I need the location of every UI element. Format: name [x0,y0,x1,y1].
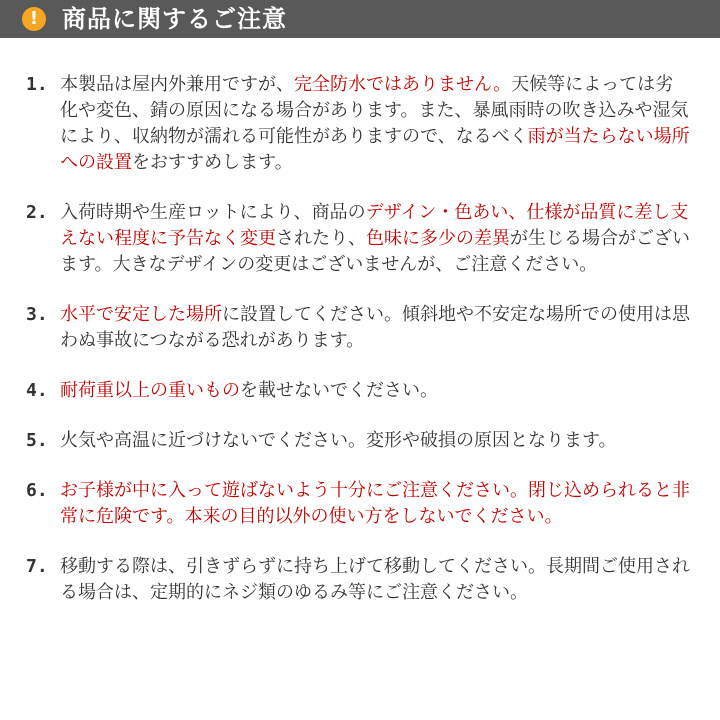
text-segment: 本製品は屋内外兼用ですが、 [60,74,294,95]
header-bar [0,0,720,38]
text-segment: が生じる場合がございます。大きなデザインの変更はございませんが、ご注意ください。 [60,228,690,275]
notice-item [0,302,720,354]
item-number: 7. [26,556,48,577]
highlight-segment: 色味に多少の差異 [366,228,510,249]
notice-item [0,378,720,404]
page-title: 商品に関するご注意 [62,5,287,33]
notice-item [0,72,720,176]
notice-item [0,478,720,530]
highlight-segment: 雨が当たらない場所への設置 [60,126,690,173]
highlight-segment: デザイン・色あい、仕様が品質に差し支えない程度に予告なく変更 [60,202,689,249]
text-segment: されたり、 [276,228,366,249]
notice-list [0,72,720,630]
text-segment: に設置してください。傾斜地や不安定な場所での使用は思わぬ事故につながる恐れがあります。 [60,304,690,351]
highlight-segment: 耐荷重以上の重いもの [60,380,240,401]
item-text [60,554,690,606]
notice-item [0,428,720,454]
highlight-segment: 水平で安定した場所 [60,304,222,325]
item-text [60,72,690,176]
item-number: 3. [26,304,48,325]
item-number: 2. [26,202,48,223]
text-segment: をおすすめします。 [132,152,293,173]
item-number: 5. [26,430,48,451]
item-text [60,378,690,404]
item-text [60,302,690,354]
highlight-segment: お子様が中に入って遊ばないよう十分にご注意ください。閉じ込められると非常に危険です。本来の目的以外の使い方をしないでください。 [60,480,690,527]
text-segment: を載せないでください。 [240,380,438,401]
notice-item [0,200,720,278]
exclamation-icon: ! [22,7,46,31]
item-number: 6. [26,480,48,501]
item-text [60,478,690,530]
text-segment: 移動する際は、引きずらずに持ち上げて移動してください。長期間ご使用される場合は、定期的にネジ類のゆるみ等にご注意ください。 [60,556,690,603]
item-text [60,428,690,454]
highlight-segment: 完全防水ではありません。 [294,74,512,95]
item-number: 1. [26,74,48,95]
text-segment: 火気や高温に近づけないでください。変形や破損の原因となります。 [60,430,617,451]
text-segment: 天候等によっては劣化や変色、錆の原因になる場合があります。また、暴風雨時の吹き込みや湿気により、収納物が濡れる可能性がありますので、なるべく [60,74,689,147]
item-number: 4. [26,380,48,401]
notice-item [0,554,720,606]
item-text [60,200,690,278]
text-segment: 入荷時期や生産ロットにより、商品の [60,202,366,223]
